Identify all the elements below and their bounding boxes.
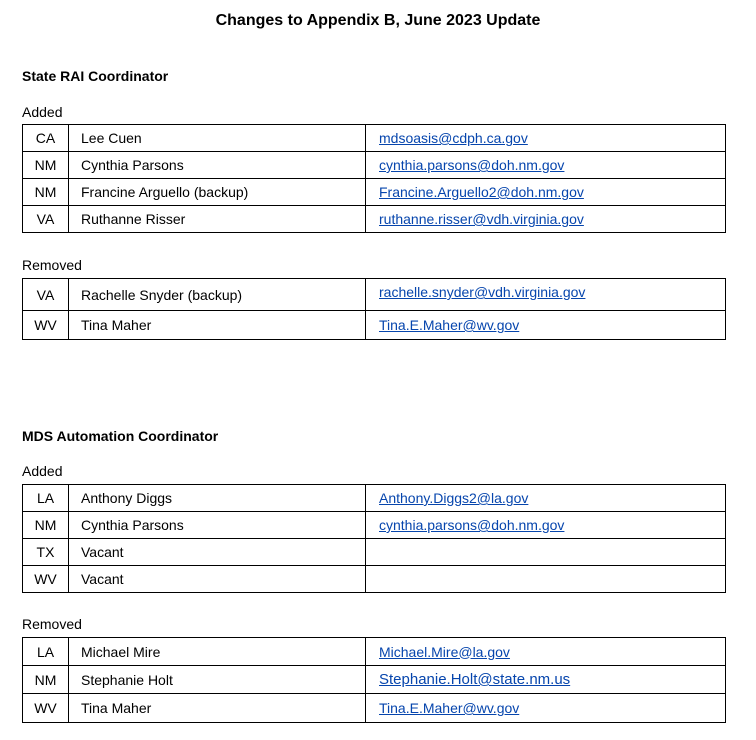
state-cell: TX <box>23 539 69 566</box>
state-rai-removed-table <box>22 278 726 340</box>
added-label-mds-automation: Added <box>22 463 63 479</box>
email-link[interactable]: mdsoasis@cdph.ca.gov <box>379 130 528 146</box>
table-row <box>23 311 726 340</box>
email-cell <box>366 539 726 566</box>
added-label-state-rai: Added <box>22 104 63 120</box>
table-row <box>23 666 726 694</box>
name-cell: Cynthia Parsons <box>69 152 366 179</box>
email-link[interactable]: Anthony.Diggs2@la.gov <box>379 490 529 506</box>
state-cell: NM <box>23 666 69 694</box>
state-cell: VA <box>23 279 69 311</box>
email-cell <box>366 279 726 311</box>
removed-label-state-rai: Removed <box>22 257 82 273</box>
email-cell <box>366 694 726 723</box>
email-link[interactable]: Stephanie.Holt@state.nm.us <box>379 671 571 688</box>
mds-automation-removed-table <box>22 637 726 723</box>
table-row <box>23 206 726 233</box>
email-cell <box>366 206 726 233</box>
page-title: Changes to Appendix B, June 2023 Update <box>215 12 541 29</box>
name-cell: Lee Cuen <box>69 125 366 152</box>
name-cell: Vacant <box>69 566 366 593</box>
email-link[interactable]: Tina.E.Maher@wv.gov <box>379 700 520 716</box>
email-cell <box>366 566 726 593</box>
name-cell: Tina Maher <box>69 311 366 340</box>
removed-label-mds-automation: Removed <box>22 616 82 632</box>
state-cell: LA <box>23 485 69 512</box>
state-cell: WV <box>23 694 69 723</box>
email-link[interactable]: cynthia.parsons@doh.nm.gov <box>379 517 565 533</box>
table-row <box>23 566 726 593</box>
name-cell: Cynthia Parsons <box>69 512 366 539</box>
email-cell <box>366 485 726 512</box>
email-cell <box>366 152 726 179</box>
email-cell <box>366 125 726 152</box>
table-row <box>23 152 726 179</box>
state-cell: CA <box>23 125 69 152</box>
email-link[interactable]: ruthanne.risser@vdh.virginia.gov <box>379 211 584 227</box>
state-cell: NM <box>23 152 69 179</box>
email-cell <box>366 179 726 206</box>
table-row <box>23 539 726 566</box>
email-cell <box>366 638 726 666</box>
table-row <box>23 279 726 311</box>
name-cell: Stephanie Holt <box>69 666 366 694</box>
name-cell: Vacant <box>69 539 366 566</box>
table-row <box>23 638 726 666</box>
email-link[interactable]: cynthia.parsons@doh.nm.gov <box>379 157 565 173</box>
table-row <box>23 485 726 512</box>
email-cell <box>366 512 726 539</box>
email-link[interactable]: Michael.Mire@la.gov <box>379 643 510 660</box>
name-cell: Anthony Diggs <box>69 485 366 512</box>
email-link[interactable]: Francine.Arguello2@doh.nm.gov <box>379 184 584 200</box>
section-heading-mds-automation: MDS Automation Coordinator <box>22 428 219 444</box>
state-cell: LA <box>23 638 69 666</box>
email-link[interactable]: Tina.E.Maher@wv.gov <box>379 317 520 333</box>
table-row <box>23 125 726 152</box>
state-cell: VA <box>23 206 69 233</box>
section-heading-state-rai: State RAI Coordinator <box>22 68 169 84</box>
state-cell: NM <box>23 179 69 206</box>
name-cell: Tina Maher <box>69 694 366 723</box>
name-cell: Rachelle Snyder (backup) <box>69 279 366 311</box>
state-cell: WV <box>23 311 69 340</box>
name-cell: Michael Mire <box>69 638 366 666</box>
email-cell <box>366 666 726 694</box>
mds-automation-added-table <box>22 484 726 593</box>
table-row <box>23 512 726 539</box>
state-cell: NM <box>23 512 69 539</box>
name-cell: Ruthanne Risser <box>69 206 366 233</box>
table-row <box>23 179 726 206</box>
table-row <box>23 694 726 723</box>
email-cell <box>366 311 726 340</box>
state-rai-added-table <box>22 124 726 233</box>
state-cell: WV <box>23 566 69 593</box>
email-link[interactable]: rachelle.snyder@vdh.virginia.gov <box>379 284 586 300</box>
name-cell: Francine Arguello (backup) <box>69 179 366 206</box>
